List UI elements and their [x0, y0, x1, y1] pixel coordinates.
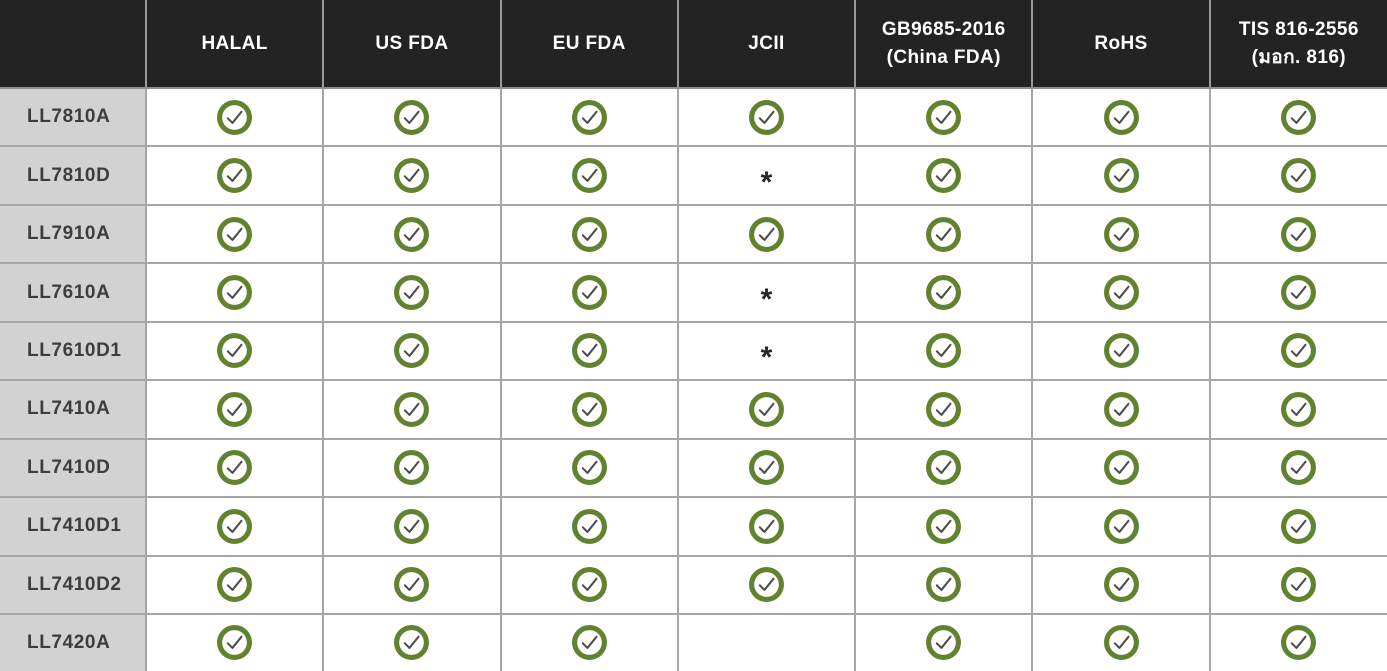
model-label: LL7610A [0, 263, 146, 321]
model-label: LL7410D1 [0, 497, 146, 555]
certification-cell-check [323, 439, 500, 497]
check-circle-icon [1280, 449, 1317, 486]
check-circle-icon [1280, 216, 1317, 253]
certification-cell-check [1210, 263, 1387, 321]
check-circle-icon [571, 216, 608, 253]
certification-cell-check [1032, 380, 1209, 438]
check-circle-icon [393, 332, 430, 369]
certification-cell-check [146, 263, 323, 321]
check-circle-icon [1103, 624, 1140, 661]
certification-cell-check [501, 439, 678, 497]
certification-cell-check [855, 439, 1032, 497]
column-header-tis-816-2556 [1210, 0, 1387, 88]
check-circle-icon [393, 391, 430, 428]
check-circle-icon [925, 508, 962, 545]
certification-cell-check [501, 205, 678, 263]
check-circle-icon [1103, 157, 1140, 194]
check-circle-icon [748, 508, 785, 545]
certification-cell-check [1210, 205, 1387, 263]
certification-cell-check [146, 88, 323, 146]
column-header-eu-fda [501, 0, 678, 88]
certification-cell-check [501, 263, 678, 321]
table-row [0, 439, 1387, 497]
check-circle-icon [748, 99, 785, 136]
check-circle-icon [216, 566, 253, 603]
check-circle-icon [1103, 274, 1140, 311]
table-row [0, 263, 1387, 321]
check-circle-icon [216, 449, 253, 486]
check-circle-icon [925, 274, 962, 311]
check-circle-icon [1103, 99, 1140, 136]
certification-cell-check [1032, 614, 1209, 671]
check-circle-icon [571, 157, 608, 194]
certification-cell-check [855, 88, 1032, 146]
certification-cell-check [678, 497, 855, 555]
table-row [0, 614, 1387, 671]
check-circle-icon [1103, 449, 1140, 486]
check-circle-icon [1280, 391, 1317, 428]
check-circle-icon [1103, 391, 1140, 428]
table-body [0, 88, 1387, 671]
check-circle-icon [1280, 99, 1317, 136]
check-circle-icon [216, 216, 253, 253]
column-header-gb9685-2016 [855, 0, 1032, 88]
certification-cell-check [323, 614, 500, 671]
check-circle-icon [1280, 508, 1317, 545]
check-circle-icon [216, 332, 253, 369]
check-circle-icon [571, 508, 608, 545]
certification-cell-check [855, 322, 1032, 380]
check-circle-icon [925, 624, 962, 661]
check-circle-icon [748, 566, 785, 603]
check-circle-icon [925, 157, 962, 194]
check-circle-icon [925, 391, 962, 428]
asterisk-note: * [760, 165, 773, 199]
certification-cell-check [1032, 146, 1209, 204]
certification-cell-check [1032, 439, 1209, 497]
certification-cell-empty [678, 614, 855, 671]
check-circle-icon [216, 99, 253, 136]
check-circle-icon [748, 391, 785, 428]
certification-cell-check [1032, 497, 1209, 555]
column-header-label: GB9685-2016 [881, 18, 1006, 40]
certification-cell-check [1210, 88, 1387, 146]
asterisk-note: * [760, 282, 773, 316]
certification-cell-check [678, 556, 855, 614]
check-circle-icon [571, 449, 608, 486]
certification-cell-check [678, 380, 855, 438]
certification-cell-check [1210, 614, 1387, 671]
certification-cell-check [501, 322, 678, 380]
certification-cell-check [678, 439, 855, 497]
certification-cell-check [855, 380, 1032, 438]
check-circle-icon [571, 391, 608, 428]
check-circle-icon [393, 99, 430, 136]
certification-cell-check [146, 205, 323, 263]
check-circle-icon [925, 332, 962, 369]
certification-cell-check [855, 556, 1032, 614]
certification-cell-check [146, 497, 323, 555]
check-circle-icon [216, 157, 253, 194]
table-row [0, 88, 1387, 146]
certification-cell-check [146, 439, 323, 497]
certification-cell-check [1032, 205, 1209, 263]
check-circle-icon [393, 274, 430, 311]
certification-cell-check [1210, 380, 1387, 438]
check-circle-icon [216, 391, 253, 428]
certification-cell-asterisk [678, 263, 855, 321]
certification-cell-check [678, 205, 855, 263]
certification-cell-check [501, 614, 678, 671]
model-label: LL7410D [0, 439, 146, 497]
table-row [0, 556, 1387, 614]
certification-cell-check [323, 380, 500, 438]
certification-cell-check [146, 380, 323, 438]
check-circle-icon [1280, 566, 1317, 603]
check-circle-icon [393, 508, 430, 545]
check-circle-icon [393, 624, 430, 661]
corner-header-cell [0, 0, 146, 88]
table-row [0, 146, 1387, 204]
certification-cell-check [501, 497, 678, 555]
column-header-label: RoHS [1094, 32, 1148, 54]
certification-cell-check [501, 146, 678, 204]
column-header-label: EU FDA [552, 32, 626, 54]
certification-cell-check [146, 614, 323, 671]
check-circle-icon [1103, 566, 1140, 603]
check-circle-icon [1280, 332, 1317, 369]
certification-cell-check [323, 556, 500, 614]
asterisk-note: * [760, 340, 773, 374]
check-circle-icon [393, 566, 430, 603]
certification-cell-check [855, 614, 1032, 671]
check-circle-icon [216, 274, 253, 311]
model-label: LL7420A [0, 614, 146, 671]
certification-cell-check [501, 380, 678, 438]
check-circle-icon [571, 624, 608, 661]
check-circle-icon [1103, 216, 1140, 253]
model-label: LL7610D1 [0, 322, 146, 380]
check-circle-icon [1103, 508, 1140, 545]
column-header-label: JCII [748, 32, 785, 54]
certification-cell-check [1210, 322, 1387, 380]
table-row [0, 205, 1387, 263]
certification-cell-check [501, 88, 678, 146]
check-circle-icon [1280, 157, 1317, 194]
column-header-label: US FDA [375, 32, 449, 54]
certification-cell-check [323, 88, 500, 146]
column-header-label: HALAL [201, 32, 268, 54]
certification-cell-check [323, 263, 500, 321]
certification-cell-check [1032, 263, 1209, 321]
column-header-rohs [1032, 0, 1209, 88]
check-circle-icon [925, 216, 962, 253]
certification-cell-check [855, 497, 1032, 555]
column-header-label: (China FDA) [886, 46, 1001, 68]
check-circle-icon [393, 216, 430, 253]
check-circle-icon [571, 332, 608, 369]
certification-cell-check [1210, 439, 1387, 497]
certification-cell-check [1210, 146, 1387, 204]
column-header-jcii [678, 0, 855, 88]
certification-cell-check [323, 146, 500, 204]
certification-cell-asterisk [678, 322, 855, 380]
check-circle-icon [748, 449, 785, 486]
certification-cell-check [855, 205, 1032, 263]
check-circle-icon [393, 157, 430, 194]
check-circle-icon [1280, 624, 1317, 661]
certification-cell-check [323, 205, 500, 263]
column-header-us-fda [323, 0, 500, 88]
certification-cell-check [146, 146, 323, 204]
certification-cell-check [1032, 88, 1209, 146]
certification-cell-check [678, 88, 855, 146]
check-circle-icon [393, 449, 430, 486]
table-row [0, 322, 1387, 380]
certification-cell-check [323, 497, 500, 555]
check-circle-icon [571, 566, 608, 603]
column-header-label: TIS 816-2556 [1238, 18, 1359, 40]
certification-cell-check [855, 146, 1032, 204]
certification-cell-asterisk [678, 146, 855, 204]
certification-cell-check [501, 556, 678, 614]
model-label: LL7410A [0, 380, 146, 438]
check-circle-icon [748, 216, 785, 253]
check-circle-icon [1103, 332, 1140, 369]
certification-cell-check [855, 263, 1032, 321]
table-row [0, 380, 1387, 438]
certification-cell-check [1210, 497, 1387, 555]
certification-cell-check [146, 322, 323, 380]
check-circle-icon [571, 99, 608, 136]
table-header [0, 0, 1387, 88]
check-circle-icon [925, 566, 962, 603]
check-circle-icon [216, 508, 253, 545]
certification-cell-check [1032, 322, 1209, 380]
check-circle-icon [925, 99, 962, 136]
certification-cell-check [146, 556, 323, 614]
model-label: LL7810A [0, 88, 146, 146]
column-header-halal [146, 0, 323, 88]
column-header-label: (มอก. 816) [1251, 46, 1347, 68]
model-label: LL7810D [0, 146, 146, 204]
certification-cell-check [323, 322, 500, 380]
check-circle-icon [571, 274, 608, 311]
header-row [0, 0, 1387, 88]
certification-cell-check [1032, 556, 1209, 614]
table-row [0, 497, 1387, 555]
check-circle-icon [216, 624, 253, 661]
check-circle-icon [1280, 274, 1317, 311]
model-label: LL7910A [0, 205, 146, 263]
model-label: LL7410D2 [0, 556, 146, 614]
check-circle-icon [925, 449, 962, 486]
certification-cell-check [1210, 556, 1387, 614]
